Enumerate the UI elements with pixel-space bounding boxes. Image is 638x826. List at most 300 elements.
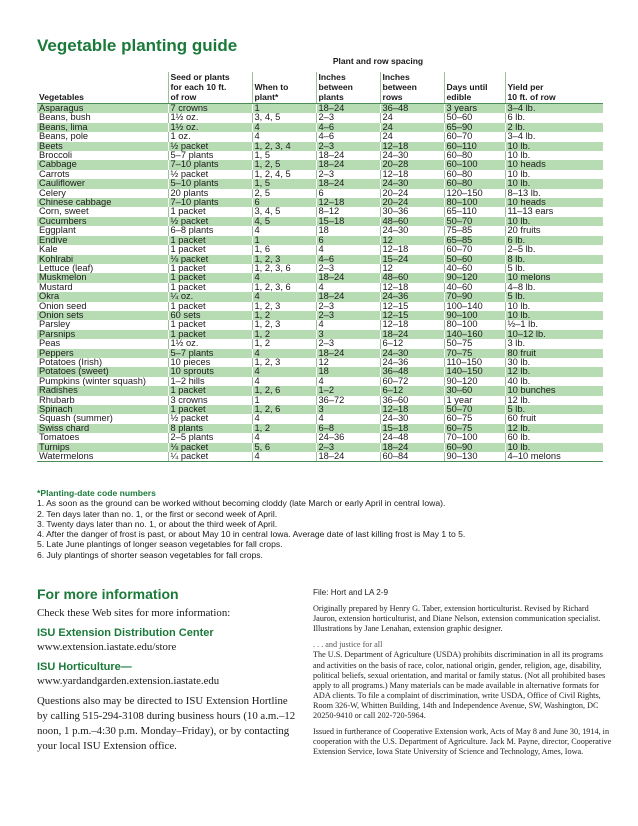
note-item: 1. As soon as the ground can be worked without becoming cloddy (late March or early April in central Iowa). [37,498,446,509]
vegetable-name: Muskmelon [37,273,168,282]
table-cell: 40–60 [444,264,505,273]
table-cell: 12 lb. [505,367,603,376]
table-cell: 40 lb. [505,377,603,386]
table-cell: 70–75 [444,349,505,358]
table-cell: 18–24 [316,273,380,282]
table-cell: 3 years [444,104,505,114]
vegetable-name: Beans, pole [39,131,89,142]
vegetable-name: Squash (summer) [39,413,113,424]
distribution-center-link[interactable]: www.extension.iastate.edu/store [37,641,177,653]
table-cell: 7–10 plants [168,160,252,169]
table-cell: 4 [316,245,380,254]
table-cell: 60–70 [444,245,505,254]
table-cell: 70–90 [444,292,505,301]
table-cell: ½ packet [168,142,252,151]
table-cell: 40–60 [444,283,505,292]
table-cell: 12–18 [380,320,444,329]
vegetable-name: Rhubarb [39,394,75,405]
table-cell: 6–12 [380,386,444,395]
table-cell: 60–72 [380,377,444,386]
table-cell: 60–70 [444,132,505,141]
table-cell: 90–120 [444,273,505,282]
vegetable-name: Tomatoes [39,432,80,443]
table-cell: ¼ oz. [168,292,252,301]
table-cell: 90–100 [444,311,505,320]
table-header-row [37,72,603,104]
table-cell: 10 lb. [505,179,603,188]
vegetable-name: Radishes [37,386,168,395]
table-cell: 4 [252,377,316,386]
vegetable-name: Parsley [39,319,71,330]
column-header-line: Inches [318,72,346,82]
table-cell: 50–60 [444,255,505,264]
table-cell: 80–100 [444,198,505,207]
table-row [37,452,603,462]
table-cell: 3 crowns [168,396,252,405]
nondiscrimination-statement: The U.S. Department of Agriculture (USDA) prohibits discrimination in all its programs and activities on the basis of race, color, national origin, gender, religion, age, disability, political beliefs, sexual orientation, and marital or family status. (Not all prohibited bases apply to all programs.) Many materials can be made available in alternative formats for ADA clients. To file a complaint of discrimination, write USDA, Office of Civil Rights, Room 326-W, Whitten Building, 14th and Independence Avenue, SW, Washington, DC 20250-9410 or call 202-720-5964. [313,650,606,721]
column-header-line: for each 10 ft. [170,82,227,92]
note-item: 5. Late June plantings of longer season vegetables for fall crops. [37,539,283,550]
vegetable-name: Kohlrabi [37,255,168,264]
table-cell: 1, 2, 3 [252,358,316,367]
table-cell: 8 lb. [505,255,603,264]
table-cell: 24 [380,123,444,132]
table-cell: 20–24 [380,189,444,198]
table-cell: 3 [316,405,380,414]
vegetable-name: Carrots [39,168,70,179]
column-header-line: When to [254,82,289,92]
table-cell: 4 [252,123,316,132]
planting-table [37,72,603,462]
table-cell: 48–60 [380,273,444,282]
issued-statement: Issued in furtherance of Cooperative Extension work, Acts of May 8 and June 30, 1914, in cooperation with the U.S. Department of Agriculture. Jack M. Payne, director, Cooperative Extension Service, Iowa State University of Science and Technology, Ames, Iowa. [313,727,612,757]
table-cell: 2 lb. [505,123,603,132]
table-cell: 50–70 [444,405,505,414]
table-cell: 1 packet [168,273,252,282]
table-cell: 100–140 [444,302,505,311]
table-cell: 1–2 [316,386,380,395]
table-cell: 1, 2, 3, 4 [252,142,316,151]
note-item: 6. July plantings of shorter season vegetables for fall crops. [37,549,263,560]
table-cell: 2–5 plants [168,433,252,442]
table-cell: 18–24 [316,160,380,169]
table-cell: 1, 2 [252,311,316,320]
table-cell: 50–75 [444,339,505,348]
table-cell: 24–36 [316,433,380,442]
table-cell: 3 lb. [505,339,603,348]
vegetable-name: Okra [37,292,168,301]
table-cell: 1, 2, 3 [252,320,316,329]
table-cell: 60–90 [444,443,505,452]
table-cell: 8 plants [168,424,252,433]
table-cell: 1½ oz. [168,113,252,122]
page-title: Vegetable planting guide [37,36,238,55]
table-cell: 1, 2, 3 [252,255,316,264]
table-cell: 80–100 [444,320,505,329]
table-cell: 2–3 [316,142,380,151]
table-cell: 3–4 lb. [505,132,603,141]
table-cell: 140–150 [444,367,505,376]
column-header [444,72,505,104]
table-cell: 12 [316,358,380,367]
vegetable-name: Cucumbers [37,217,168,226]
table-cell: 140–160 [444,330,505,339]
table-cell: 24–30 [380,226,444,235]
table-cell: 1, 2, 6 [252,405,316,414]
table-cell: 12–18 [380,283,444,292]
table-cell: 60–110 [444,142,505,151]
vegetable-name: Corn, sweet [39,206,89,217]
table-cell: 12 [380,264,444,273]
table-cell: 18 [316,367,380,376]
table-cell: 1 [252,396,316,405]
table-cell: 10 sprouts [168,367,252,376]
table-cell: 1, 2, 4, 5 [252,170,316,179]
table-cell: 24–30 [380,414,444,423]
vegetable-name: Eggplant [39,225,76,236]
vegetable-name: Swiss chard [37,424,168,433]
table-cell: 20–28 [380,160,444,169]
table-cell: 2–3 [316,311,380,320]
column-header [316,72,380,104]
notes-heading: *Planting-date code numbers [37,488,156,498]
table-cell: ½ packet [168,414,252,423]
vegetable-name: Chinese cabbage [37,198,168,207]
table-cell: 18–24 [316,349,380,358]
table-cell: 1, 5 [252,179,316,188]
table-cell: 1½ oz. [168,339,252,348]
table-cell: 1, 2 [252,339,316,348]
vegetable-name: Peas [39,338,61,349]
column-header-line: between [382,82,417,92]
more-info-heading: For more information [37,586,179,602]
table-cell: 7 crowns [168,104,252,114]
table-cell: 20 fruits [505,226,603,235]
table-cell: 36–48 [380,367,444,376]
vegetable-name: Kale [39,244,58,255]
column-header [37,72,168,104]
table-cell: 24 [380,113,444,122]
table-cell: 10 melons [505,273,603,282]
table-cell: 4 [252,452,316,462]
table-cell: 60–75 [444,414,505,423]
table-cell: 60–75 [444,424,505,433]
table-cell: 60–84 [380,452,444,462]
table-cell: 12–18 [316,198,380,207]
table-cell: 1, 6 [252,245,316,254]
table-cell: 4–8 lb. [505,283,603,292]
table-cell: 4 [252,132,316,141]
vegetable-name: Peppers [37,349,168,358]
table-cell: 2–3 [316,339,380,348]
table-cell: 15–18 [380,424,444,433]
table-cell: ¼ packet [168,452,252,462]
table-cell: 60–100 [444,160,505,169]
table-cell: 18–24 [316,104,380,114]
vegetable-name: Beans, bush [39,112,91,123]
column-header [252,72,316,104]
table-cell: 4 [252,433,316,442]
distribution-center-heading: ISU Extension Distribution Center [37,627,214,639]
justice-heading: . . . and justice for all [313,640,383,650]
table-cell: 1, 2, 3, 6 [252,264,316,273]
table-cell: 18–24 [380,443,444,452]
table-cell: 1 packet [168,386,252,395]
prepared-by: Originally prepared by Henry G. Taber, extension horticulturist. Revised by Richard Jauron, extension horticulturist, and Diane Nelson, extension communication specialist. Illustrations by Jane Lenahan, extension graphic designer. [313,604,601,634]
table-cell: 6 [316,189,380,198]
table-cell: 5–7 plants [168,349,252,358]
table-cell: 36–48 [380,104,444,114]
table-cell: 12 [380,236,444,245]
table-cell: 6–8 [316,424,380,433]
table-cell: 30–60 [444,386,505,395]
table-cell: 24–30 [380,151,444,160]
table-cell: 10 bunches [505,386,603,395]
table-cell: 4 [316,283,380,292]
table-cell: 20 plants [168,189,252,198]
vegetable-name: Mustard [39,281,73,292]
table-cell: 6–12 [380,339,444,348]
vegetable-name: Turnips [37,443,168,452]
table-cell: 10–12 lb. [505,330,603,339]
hortline-text: Questions also may be directed to ISU Extension Hortline by calling 515-294-3108 during business hours (10 a.m.–12 noon, 1 p.m.–4:30 p.m. Monday–Friday), or by contacting your local ISU Extension office. [37,695,296,752]
vegetable-name: Beans, lima [37,123,168,132]
table-cell: 24 [380,132,444,141]
vegetable-name: Parsnips [37,330,168,339]
table-cell: 18 [316,226,380,235]
table-cell: 12 lb. [505,396,603,405]
table-cell: 20–24 [380,198,444,207]
column-header [380,72,444,104]
column-header-line: Inches [382,72,410,82]
table-cell: 60 fruit [505,414,603,423]
table-cell: 24–30 [380,349,444,358]
table-cell: 4 [252,226,316,235]
column-header-line: Seed or plants [170,72,230,82]
table-cell: 120–150 [444,189,505,198]
table-cell: 2–3 [316,264,380,273]
table-cell: 90–120 [444,377,505,386]
horticulture-heading: ISU Horticulture— [37,661,132,673]
table-cell: 1 [252,236,316,245]
table-cell: 1½ oz. [168,123,252,132]
table-cell: 5, 6 [252,443,316,452]
table-cell: 65–90 [444,123,505,132]
table-cell: 18–24 [316,151,380,160]
table-cell: 1, 2, 5 [252,160,316,169]
table-cell: 2, 5 [252,189,316,198]
more-information [37,586,299,754]
table-cell: 10 lb. [505,311,603,320]
table-cell: 90–130 [444,452,505,462]
table-cell: 2–3 [316,302,380,311]
vegetable-name: Onion seed [39,300,87,311]
table-cell: 15–24 [380,255,444,264]
table-cell: 1 year [444,396,505,405]
more-info-intro: Check these Web sites for more information: [37,607,231,619]
column-header-line: Days until [446,82,488,92]
vegetable-name: Onion sets [37,311,168,320]
table-cell: 24–30 [380,179,444,188]
column-header-line: Yield per [507,82,544,92]
table-cell: 1 packet [168,405,252,414]
table-cell: 24–36 [380,358,444,367]
table-cell: 48–60 [380,217,444,226]
vegetable-name: Endive [37,236,168,245]
table-cell: 24–36 [380,292,444,301]
table-cell: 65–110 [444,207,505,216]
table-cell: 1, 2, 6 [252,386,316,395]
table-cell: 4–10 melons [505,452,603,462]
table-cell: 1, 2, 3, 6 [252,283,316,292]
table-cell: 1 packet [168,302,252,311]
table-cell: 5 lb. [505,264,603,273]
table-cell: 30–36 [380,207,444,216]
table-cell: 60–80 [444,170,505,179]
table-cell: ½ packet [168,170,252,179]
table-cell: 6 lb. [505,113,603,122]
table-cell: 12–18 [380,170,444,179]
table-cell: 8–12 [316,207,380,216]
table-cell: 3, 4, 5 [252,207,316,216]
column-header-line: edible [446,92,472,102]
table-cell: 8–13 lb. [505,189,603,198]
table-cell: 2–3 [316,443,380,452]
vegetable-name: Spinach [37,405,168,414]
table-body [37,104,603,462]
table-cell: 50–70 [444,217,505,226]
column-header-line: 10 ft. of row [507,92,556,102]
column-header [505,72,603,104]
table-cell: 1 packet [168,207,252,216]
column-header [168,72,252,104]
vegetable-name: Broccoli [39,150,73,161]
table-cell: 10 lb. [505,170,603,179]
table-cell: 36–72 [316,396,380,405]
table-cell: 12–18 [380,405,444,414]
vegetable-name: Asparagus [37,104,168,114]
table-cell: 4–6 [316,132,380,141]
table-cell: 10 lb. [505,142,603,151]
table-cell: 80 fruit [505,349,603,358]
column-header-line: plants [318,92,344,102]
table-cell: 18–24 [316,179,380,188]
column-header-line: of row [170,92,197,102]
table-cell: ⅛ packet [168,255,252,264]
table-cell: 4 [252,349,316,358]
table-cell: 18–24 [316,452,380,462]
table-cell: 75–85 [444,226,505,235]
table-cell: 5–10 plants [168,179,252,188]
note-item: 2. Ten days later than no. 1, or the first or second week of April. [37,508,278,519]
table-cell: 60 sets [168,311,252,320]
table-cell: 18–24 [380,330,444,339]
vegetable-name: Beets [37,142,168,151]
table-cell: 70–100 [444,433,505,442]
table-cell: 5–7 plants [168,151,252,160]
table-cell: 2–3 [316,113,380,122]
note-item: 3. Twenty days later than no. 1, or about the third week of April. [37,518,278,529]
column-header-line: rows [382,92,403,102]
table-cell: 3–4 lb. [505,104,603,114]
vegetable-name: Pumpkins (winter squash) [39,375,146,386]
table-cell: 1 [252,104,316,114]
column-header-line: plant* [254,92,279,102]
table-cell: 1, 2 [252,424,316,433]
table-cell: 3, 4, 5 [252,113,316,122]
table-cell: 10 lb. [505,151,603,160]
table-cell: 10 lb. [505,443,603,452]
planting-date-notes [37,488,607,560]
table-cell: 4 [316,414,380,423]
table-cell: 60–80 [444,179,505,188]
column-header-line: between [318,82,353,92]
table-cell: 4 [316,320,380,329]
column-header-line: Vegetables [39,92,84,102]
table-cell: 7–10 plants [168,198,252,207]
table-cell: 5 lb. [505,292,603,301]
table-cell: ½–1 lb. [505,320,603,329]
table-cell: 1 packet [168,330,252,339]
table-cell: 1 packet [168,236,252,245]
table-cell: 60 lb. [505,433,603,442]
table-cell: 12–15 [380,311,444,320]
table-cell: 15–18 [316,217,380,226]
table-cell: 1 packet [168,283,252,292]
note-item: 4. After the danger of frost is past, or about May 10 in central Iowa. Average date of last killing frost is May 1 to 5. [37,529,466,540]
table-cell: 6 [316,236,380,245]
table-cell: 1 packet [168,264,252,273]
table-cell: 12–15 [380,302,444,311]
table-cell: 1, 2 [252,330,316,339]
table-cell: 10 lb. [505,217,603,226]
table-cell: 6 [252,198,316,207]
table-cell: 110–150 [444,358,505,367]
table-cell: 4–6 [316,255,380,264]
table-cell: 5 lb. [505,405,603,414]
vegetable-name: Potatoes (Irish) [39,356,103,367]
table-cell: 10 heads [505,198,603,207]
table-cell: 50–60 [444,113,505,122]
horticulture-link[interactable]: www.yardandgarden.extension.iastate.edu [37,675,220,687]
table-cell: 60–80 [444,151,505,160]
table-cell: 1, 5 [252,151,316,160]
table-cell: 2–5 lb. [505,245,603,254]
table-cell: 4 [252,367,316,376]
table-cell: 4, 5 [252,217,316,226]
table-cell: 65–85 [444,236,505,245]
table-cell: 10 heads [505,160,603,169]
table-cell: 4 [252,414,316,423]
table-cell: 10 pieces [168,358,252,367]
credits [313,588,613,763]
table-cell: 24–48 [380,433,444,442]
vegetable-name: Cauliflower [37,179,168,188]
table-cell: 4 [252,273,316,282]
table-cell: 12–18 [380,142,444,151]
vegetable-name: Celery [39,187,66,198]
vegetable-name: Watermelons [37,452,168,462]
table-cell: 4 [252,292,316,301]
table-cell: 4 [316,377,380,386]
table-cell: 11–13 ears [505,207,603,216]
table-cell: 36–60 [380,396,444,405]
vegetable-name: Lettuce (leaf) [39,262,94,273]
table-cell: ⅛ packet [168,443,252,452]
table-cell: 12–18 [380,245,444,254]
table-cell: 1–2 hills [168,377,252,386]
table-cell: 12 lb. [505,424,603,433]
